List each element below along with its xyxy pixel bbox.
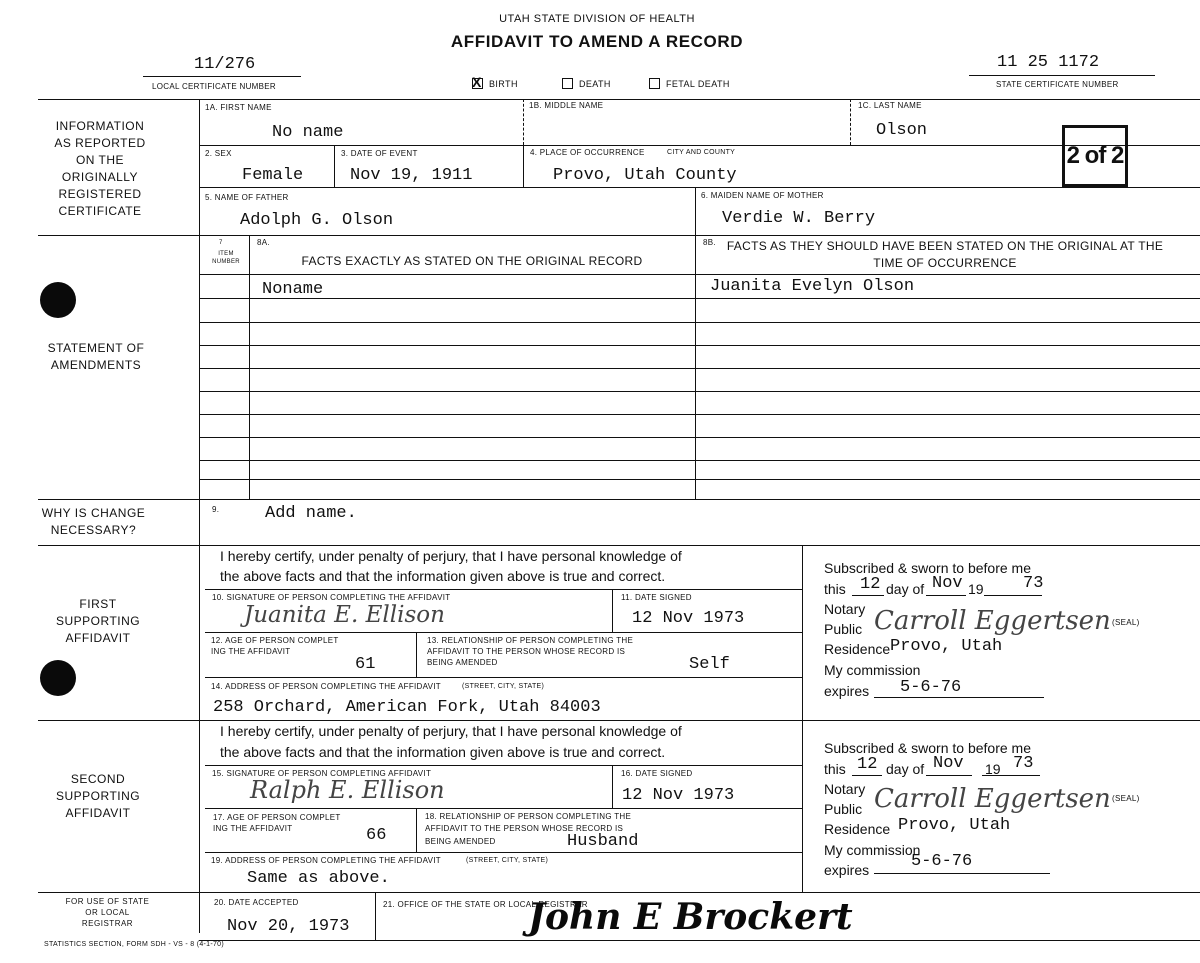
first-name-label: 1A. FIRST NAME	[205, 103, 272, 112]
notary-1-signature: Carroll Eggertsen	[874, 606, 1111, 636]
col-8a-header: FACTS EXACTLY AS STATED ON THE ORIGINAL RECORD	[301, 254, 643, 268]
date-of-event-value: Nov 19, 1911	[350, 166, 473, 185]
notary-2-month: Nov	[933, 754, 964, 773]
original-fact-value: Noname	[262, 280, 324, 299]
local-certificate-label: LOCAL CERTIFICATE NUMBER	[152, 82, 276, 91]
section-label-second-affidavit: SECOND SUPPORTING AFFIDAVIT	[56, 772, 141, 820]
notary-2-public: Public	[824, 801, 863, 817]
checkbox-death-label: DEATH	[579, 78, 611, 89]
item-number-label-num: 7	[219, 240, 223, 246]
notary-1-sworn: Subscribed & sworn to before me	[824, 560, 1031, 576]
sex-label: 2. SEX	[205, 149, 232, 158]
date-accepted-value: Nov 20, 1973	[227, 917, 350, 936]
notary-1-residence-value: Provo, Utah	[890, 637, 1003, 656]
state-certificate-number: 11 25 1172	[997, 53, 1100, 72]
certify-line-2: the above facts and that the information given above is true and correct.	[220, 568, 666, 584]
affiant-2-address-value: Same as above.	[247, 869, 390, 888]
affiant-2-signature-label: 15. SIGNATURE OF PERSON COMPLETING AFFIDAVIT	[212, 769, 432, 778]
notary-1-public: Public	[824, 621, 863, 637]
state-certificate-label: STATE CERTIFICATE NUMBER	[996, 80, 1119, 89]
place-of-occurrence-value: Provo, Utah County	[553, 166, 737, 185]
col-8b-num: 8B.	[703, 238, 716, 247]
notary-2-sworn: Subscribed & sworn to before me	[824, 740, 1031, 756]
notary-1-month: Nov	[932, 574, 963, 593]
copy-stamp: 2 of 2	[1062, 125, 1128, 187]
form-identifier: STATISTICS SECTION, FORM SDH - VS - 8 (4-1-70)	[44, 941, 225, 948]
notary-1-commission: My commission	[824, 662, 921, 678]
checkbox-fetal-death-label: FETAL DEATH	[666, 78, 730, 89]
notary-1-day-of: day of	[886, 581, 925, 597]
section-label-why: WHY IS CHANGE NECESSARY?	[41, 506, 146, 537]
affiant-2-age-value: 66	[366, 826, 387, 845]
notary-2-notary: Notary	[824, 781, 866, 797]
affiant-1-address-sublabel: (STREET, CITY, STATE)	[462, 683, 545, 690]
notary-1-expires-value: 5-6-76	[900, 678, 962, 697]
affiant-2-address-label: 19. ADDRESS OF PERSON COMPLETING THE AFFIDAVIT	[211, 856, 441, 865]
affiant-2-age-label-1: 17. AGE OF PERSON COMPLET	[213, 813, 341, 822]
notary-2-residence-value: Provo, Utah	[898, 816, 1011, 835]
checkbox-box[interactable]	[562, 78, 573, 89]
affiant-1-relationship-label-1: 13. RELATIONSHIP OF PERSON COMPLETING THE	[427, 636, 634, 645]
notary-2-year: 73	[1013, 754, 1034, 773]
notary-1-year: 73	[1023, 574, 1044, 593]
notary-2-seal: (SEAL)	[1112, 794, 1140, 803]
notary-2-signature: Carroll Eggertsen	[874, 784, 1111, 814]
affiant-2-relationship-value: Husband	[567, 832, 639, 851]
notary-2-day: 12	[857, 755, 878, 774]
middle-name-label: 1B. MIDDLE NAME	[529, 101, 604, 110]
affiant-1-relationship-label-2: AFFIDAVIT TO THE PERSON WHOSE RECORD IS	[427, 647, 626, 656]
affiant-1-date-label: 11. DATE SIGNED	[621, 593, 692, 602]
affiant-2-age-label-2: ING THE AFFIDAVIT	[213, 824, 293, 833]
certify-line-1: I hereby certify, under penalty of perjury, that I have personal knowledge of	[220, 548, 682, 564]
checkbox-box[interactable]	[472, 78, 483, 89]
notary-2-commission: My commission	[824, 842, 921, 858]
affiant-1-relationship-value: Self	[689, 655, 730, 674]
notary-2-residence-label: Residence	[824, 821, 891, 837]
notary-2-day-of: day of	[886, 761, 925, 777]
affiant-2-address-sublabel: (STREET, CITY, STATE)	[466, 857, 549, 864]
notary-1-year-prefix: 19	[968, 581, 984, 597]
last-name-label: 1C. LAST NAME	[858, 101, 922, 110]
notary-1-notary: Notary	[824, 601, 866, 617]
notary-1-seal: (SEAL)	[1112, 618, 1140, 627]
section-label-first-affidavit: FIRST SUPPORTING AFFIDAVIT	[56, 597, 141, 645]
notary-1-this: this	[824, 581, 846, 597]
affiant-1-relationship-label-3: BEING AMENDED	[427, 658, 498, 667]
why-number: 9.	[212, 505, 220, 514]
affiant-1-signature-label: 10. SIGNATURE OF PERSON COMPLETING THE AFFIDAVIT	[212, 593, 451, 602]
place-sublabel: CITY AND COUNTY	[667, 149, 736, 156]
affiant-1-address-label: 14. ADDRESS OF PERSON COMPLETING THE AFFIDAVIT	[211, 682, 441, 691]
place-of-occurrence-label: 4. PLACE OF OCCURRENCE	[530, 148, 645, 157]
mother-maiden-name-label: 6. MAIDEN NAME OF MOTHER	[701, 191, 824, 200]
notary-2-this: this	[824, 761, 846, 777]
col-8b-header: FACTS AS THEY SHOULD HAVE BEEN STATED ON THE ORIGINAL AT THE TIME OF OCCURRENCE	[726, 239, 1164, 270]
affiant-1-signature: Juanita E. Ellison	[244, 602, 445, 628]
father-name-label: 5. NAME OF FATHER	[205, 193, 289, 202]
col-8a-num: 8A.	[257, 238, 270, 247]
affiant-1-age-label-2: ING THE AFFIDAVIT	[211, 647, 291, 656]
why-reason-value: Add name.	[265, 504, 357, 523]
item-number-label: ITEM NUMBER	[212, 251, 240, 265]
affiant-2-relationship-label-1: 18. RELATIONSHIP OF PERSON COMPLETING THE	[425, 812, 632, 821]
checkbox-birth-label: BIRTH	[489, 78, 518, 89]
last-name-value: Olson	[876, 121, 928, 140]
date-accepted-label: 20. DATE ACCEPTED	[214, 898, 299, 907]
checkbox-death[interactable]	[562, 78, 611, 89]
section-label-amendments: STATEMENT OF AMENDMENTS	[47, 341, 145, 372]
sex-value: Female	[242, 166, 304, 185]
affiant-2-date-label: 16. DATE SIGNED	[621, 769, 693, 778]
punch-hole	[40, 660, 76, 696]
checkbox-fetal-death[interactable]	[649, 78, 730, 89]
affiant-1-date-value: 12 Nov 1973	[632, 609, 745, 628]
checkbox-box[interactable]	[649, 78, 660, 89]
checkbox-birth[interactable]	[472, 78, 518, 89]
agency-name: UTAH STATE DIVISION OF HEALTH	[499, 13, 695, 25]
notary-2-expires-value: 5-6-76	[911, 852, 973, 871]
first-name-value: No name	[272, 123, 344, 142]
registrar-signature: John E Brockert	[528, 896, 853, 938]
father-name-value: Adolph G. Olson	[240, 211, 394, 230]
affiant-2-date-value: 12 Nov 1973	[622, 786, 735, 805]
section-label-original-info: INFORMATION AS REPORTED ON THE ORIGINALLY REGISTERED CERTIFICATE	[54, 119, 146, 218]
certify-line-2-second: the above facts and that the information given above is true and correct.	[220, 744, 666, 760]
corrected-fact-value: Juanita Evelyn Olson	[710, 277, 915, 296]
affiant-1-address-value: 258 Orchard, American Fork, Utah 84003	[213, 698, 601, 717]
affiant-1-age-label-1: 12. AGE OF PERSON COMPLET	[211, 636, 339, 645]
punch-hole	[40, 282, 76, 318]
certify-line-1-second: I hereby certify, under penalty of perjury, that I have personal knowledge of	[220, 723, 682, 739]
affiant-2-signature: Ralph E. Ellison	[250, 776, 445, 804]
form-title: AFFIDAVIT TO AMEND A RECORD	[450, 32, 744, 51]
local-certificate-number: 11/276	[194, 55, 256, 74]
affiant-2-relationship-label-2: AFFIDAVIT TO THE PERSON WHOSE RECORD IS	[425, 824, 624, 833]
section-label-registrar: FOR USE OF STATE OR LOCAL REGISTRAR	[65, 897, 150, 928]
mother-maiden-name-value: Verdie W. Berry	[722, 209, 876, 228]
notary-2-year-prefix: 19	[985, 761, 1001, 777]
notary-1-day: 12	[860, 575, 881, 594]
notary-2-expires-label: expires	[824, 862, 870, 878]
notary-1-residence-label: Residence	[824, 641, 891, 657]
notary-1-expires-label: expires	[824, 683, 870, 699]
date-of-event-label: 3. DATE OF EVENT	[341, 149, 418, 158]
registrar-office-label: 21. OFFICE OF THE STATE OR LOCAL REGISTRAR	[383, 900, 588, 909]
affiant-2-relationship-label-3: BEING AMENDED	[425, 837, 496, 846]
affiant-1-age-value: 61	[355, 655, 376, 674]
